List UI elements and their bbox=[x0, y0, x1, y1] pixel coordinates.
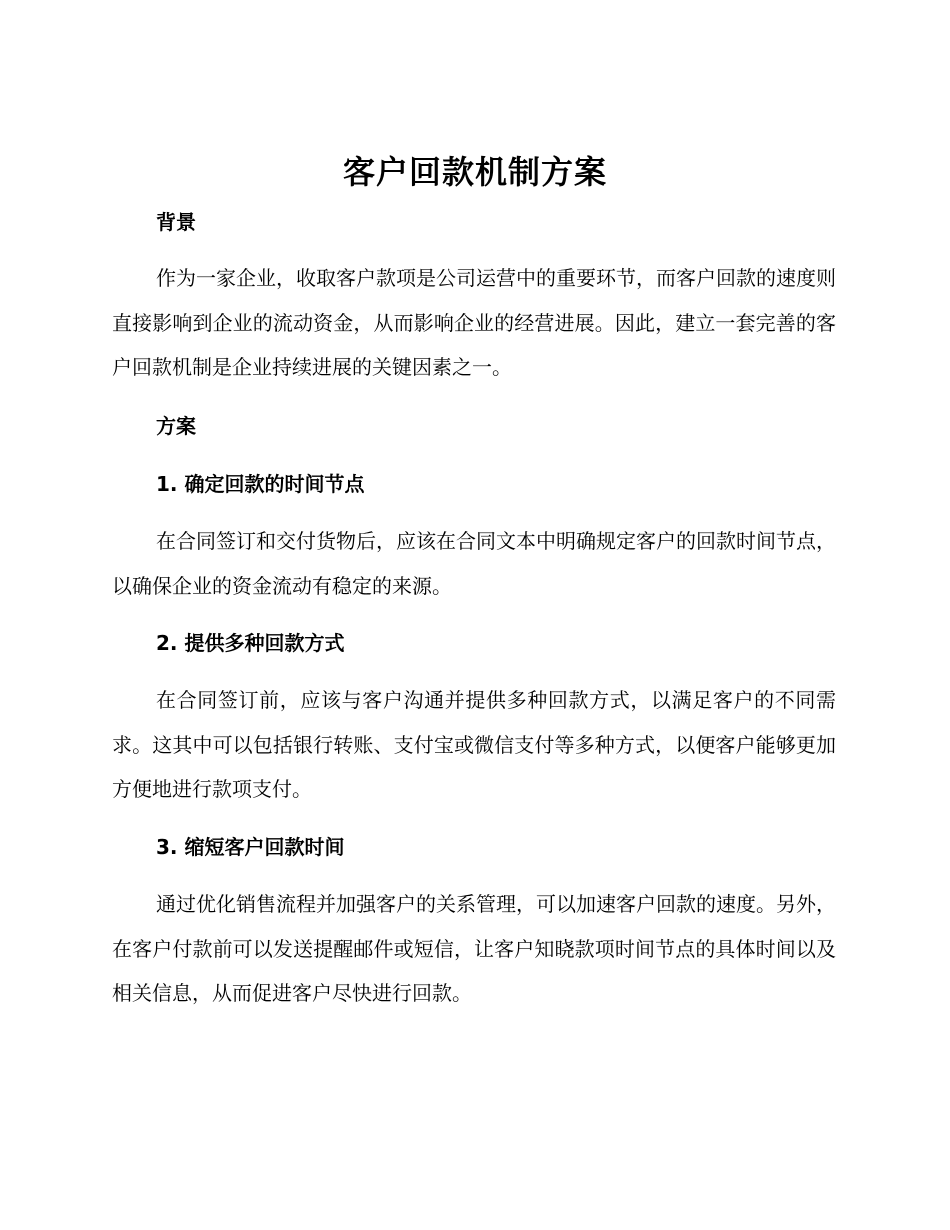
section-1-heading: 1. 确定回款的时间节点 bbox=[156, 472, 365, 496]
section-3-heading: 3. 缩短客户回款时间 bbox=[156, 835, 345, 859]
section-3-paragraph: 通过优化销售流程并加强客户的关系管理，可以加速客户回款的速度。另外，在客户付款前可以发送提醒邮件或短信，让客户知晓款项时间节点的具体时间以及相关信息，从而促进客户尽快进行回款。 bbox=[112, 892, 836, 1005]
section-1-paragraph: 在合同签订和交付货物后，应该在合同文本中明确规定客户的回款时间节点，以确保企业的资金流动有稳定的来源。 bbox=[112, 529, 836, 598]
document-title: 客户回款机制方案 bbox=[342, 153, 607, 191]
section-2-paragraph: 在合同签订前，应该与客户沟通并提供多种回款方式，以满足客户的不同需求。这其中可以包括银行转账、支付宝或微信支付等多种方式，以便客户能够更加方便地进行款项支付。 bbox=[112, 688, 836, 801]
background-heading: 背景 bbox=[156, 210, 196, 234]
section-2-heading: 2. 提供多种回款方式 bbox=[156, 631, 345, 655]
background-paragraph: 作为一家企业，收取客户款项是公司运营中的重要环节，而客户回款的速度则直接影响到企业的流动资金，从而影响企业的经营进展。因此，建立一套完善的客户回款机制是企业持续进展的关键因素之一。 bbox=[112, 266, 836, 379]
plan-heading: 方案 bbox=[156, 414, 196, 438]
